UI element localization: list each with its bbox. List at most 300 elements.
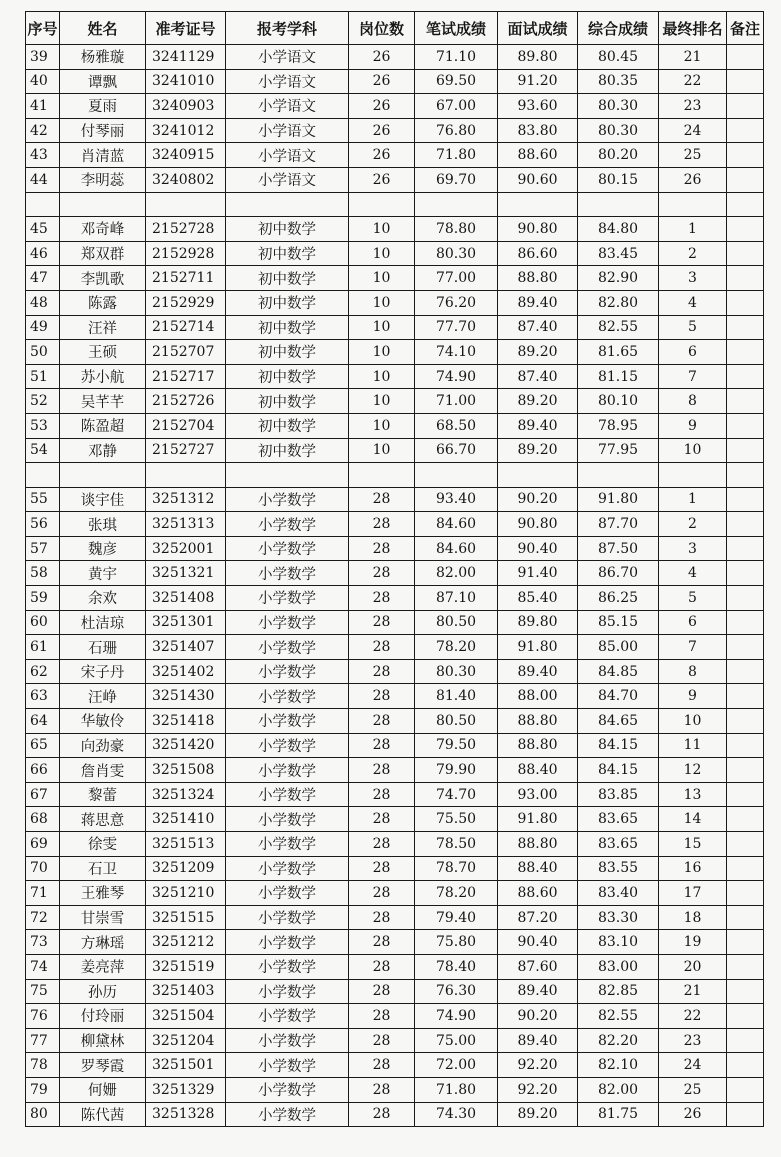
table-cell: 11	[659, 733, 727, 758]
table-row	[26, 561, 764, 586]
table-cell: 28	[349, 561, 415, 586]
table-cell: 87.20	[498, 905, 578, 930]
table-cell: 82.55	[578, 1004, 659, 1029]
table-cell: 小学数学	[226, 856, 349, 881]
empty-cell	[349, 463, 415, 488]
table-cell: 小学数学	[226, 561, 349, 586]
table-cell: 初中数学	[226, 315, 349, 340]
table-cell: 1	[659, 217, 727, 242]
table-row	[26, 290, 764, 315]
table-cell: 3241012	[146, 118, 226, 143]
table-cell: 3251519	[146, 954, 226, 979]
table-cell: 59	[26, 586, 60, 611]
table-cell: 85.00	[578, 635, 659, 660]
table-cell: 3251329	[146, 1077, 226, 1102]
table-cell: 83.65	[578, 807, 659, 832]
table-cell: 71	[26, 881, 60, 906]
table-cell: 25	[659, 1077, 727, 1102]
table-cell: 26	[349, 143, 415, 168]
table-cell: 84.85	[578, 659, 659, 684]
table-cell: 83.55	[578, 856, 659, 881]
table-cell: 3251408	[146, 586, 226, 611]
table-cell: 47	[26, 266, 60, 291]
table-cell: 69.50	[415, 69, 498, 94]
table-cell: 20	[659, 954, 727, 979]
empty-cell	[226, 463, 349, 488]
table-row	[26, 143, 764, 168]
empty-cell	[146, 463, 226, 488]
table-cell: 苏小航	[60, 364, 146, 389]
table-cell: 初中数学	[226, 266, 349, 291]
table-cell: 2152714	[146, 315, 226, 340]
table-cell: 18	[659, 905, 727, 930]
table-cell: 陈盈超	[60, 413, 146, 438]
table-cell	[727, 315, 764, 340]
table-cell: 79.90	[415, 758, 498, 783]
table-cell: 小学数学	[226, 1004, 349, 1029]
table-cell: 86.60	[498, 241, 578, 266]
table-cell: 86.25	[578, 586, 659, 611]
table-cell: 80.30	[578, 118, 659, 143]
table-cell: 78.50	[415, 832, 498, 857]
table-cell: 43	[26, 143, 60, 168]
table-cell	[727, 290, 764, 315]
table-cell: 89.20	[498, 389, 578, 414]
table-body	[26, 45, 764, 1127]
table-cell: 69	[26, 832, 60, 857]
table-cell: 28	[349, 807, 415, 832]
table-cell: 28	[349, 1102, 415, 1127]
table-cell: 李明蕊	[60, 167, 146, 192]
table-cell: 3251504	[146, 1004, 226, 1029]
table-cell	[727, 586, 764, 611]
table-cell	[727, 684, 764, 709]
table-cell	[727, 389, 764, 414]
table-cell: 陈露	[60, 290, 146, 315]
empty-cell	[727, 192, 764, 217]
table-cell: 小学语文	[226, 45, 349, 70]
table-cell: 91.20	[498, 69, 578, 94]
table-cell: 28	[349, 610, 415, 635]
table-cell: 61	[26, 635, 60, 660]
table-cell: 78.20	[415, 881, 498, 906]
table-cell: 87.40	[498, 315, 578, 340]
table-cell	[727, 905, 764, 930]
table-cell: 70	[26, 856, 60, 881]
table-cell: 26	[659, 1102, 727, 1127]
table-cell: 石卫	[60, 856, 146, 881]
table-row	[26, 709, 764, 734]
table-cell: 74.90	[415, 364, 498, 389]
table-cell: 88.40	[498, 758, 578, 783]
table-cell: 77	[26, 1028, 60, 1053]
table-cell: 83.85	[578, 782, 659, 807]
empty-cell	[498, 192, 578, 217]
table-cell: 49	[26, 315, 60, 340]
table-cell: 75.50	[415, 807, 498, 832]
empty-cell	[578, 192, 659, 217]
table-cell: 甘崇雪	[60, 905, 146, 930]
table-cell	[727, 610, 764, 635]
table-cell: 89.40	[498, 659, 578, 684]
table-cell: 28	[349, 512, 415, 537]
table-cell: 吴芊芊	[60, 389, 146, 414]
table-cell	[727, 979, 764, 1004]
table-cell: 28	[349, 979, 415, 1004]
table-cell: 3251501	[146, 1053, 226, 1078]
table-cell	[727, 438, 764, 463]
table-cell	[727, 45, 764, 70]
empty-cell	[727, 463, 764, 488]
table-cell: 28	[349, 930, 415, 955]
table-cell: 75.00	[415, 1028, 498, 1053]
table-cell: 89.40	[498, 979, 578, 1004]
table-cell: 10	[349, 389, 415, 414]
table-cell: 80.50	[415, 709, 498, 734]
table-cell: 84.15	[578, 758, 659, 783]
table-cell: 83.00	[578, 954, 659, 979]
table-cell: 10	[349, 438, 415, 463]
table-cell: 小学数学	[226, 807, 349, 832]
table-cell: 23	[659, 94, 727, 119]
table-cell: 82.80	[578, 290, 659, 315]
table-cell: 3251313	[146, 512, 226, 537]
table-cell: 15	[659, 832, 727, 857]
table-cell	[727, 143, 764, 168]
table-cell: 夏雨	[60, 94, 146, 119]
table-cell: 84.15	[578, 733, 659, 758]
table-cell: 66	[26, 758, 60, 783]
table-cell: 92.20	[498, 1077, 578, 1102]
table-cell: 63	[26, 684, 60, 709]
table-cell: 3251430	[146, 684, 226, 709]
table-cell: 26	[349, 69, 415, 94]
table-row	[26, 413, 764, 438]
table-cell: 88.00	[498, 684, 578, 709]
table-cell: 28	[349, 954, 415, 979]
table-cell: 小学数学	[226, 1102, 349, 1127]
table-cell: 初中数学	[226, 340, 349, 365]
empty-cell	[60, 192, 146, 217]
table-cell: 81.15	[578, 364, 659, 389]
table-cell: 小学数学	[226, 733, 349, 758]
table-cell: 82.00	[415, 561, 498, 586]
table-row	[26, 438, 764, 463]
table-cell: 3	[659, 266, 727, 291]
table-cell: 24	[659, 1053, 727, 1078]
table-cell: 93.40	[415, 487, 498, 512]
table-row	[26, 979, 764, 1004]
table-cell: 67.00	[415, 94, 498, 119]
table-cell: 76	[26, 1004, 60, 1029]
table-cell: 91.80	[578, 487, 659, 512]
table-cell: 84.60	[415, 536, 498, 561]
table-cell: 74.70	[415, 782, 498, 807]
table-cell: 王雅琴	[60, 881, 146, 906]
table-cell: 90.20	[498, 487, 578, 512]
table-cell: 小学数学	[226, 610, 349, 635]
table-cell: 88.80	[498, 832, 578, 857]
empty-cell	[26, 192, 60, 217]
table-cell	[727, 832, 764, 857]
table-cell: 22	[659, 1004, 727, 1029]
table-cell: 3240903	[146, 94, 226, 119]
table-cell: 宋子丹	[60, 659, 146, 684]
table-cell: 6	[659, 340, 727, 365]
table-cell: 89.40	[498, 290, 578, 315]
table-cell: 28	[349, 536, 415, 561]
table-row	[26, 536, 764, 561]
empty-cell	[578, 463, 659, 488]
table-cell	[727, 69, 764, 94]
table-cell: 28	[349, 586, 415, 611]
group-separator-row	[26, 463, 764, 488]
table-cell: 78.80	[415, 217, 498, 242]
table-cell: 4	[659, 290, 727, 315]
table-cell: 74	[26, 954, 60, 979]
table-cell: 88.80	[498, 709, 578, 734]
empty-cell	[415, 192, 498, 217]
table-cell: 小学数学	[226, 586, 349, 611]
table-cell: 2152704	[146, 413, 226, 438]
table-cell: 84.60	[415, 512, 498, 537]
table-row	[26, 487, 764, 512]
table-cell: 小学数学	[226, 659, 349, 684]
table-cell: 90.60	[498, 167, 578, 192]
table-cell: 91.80	[498, 807, 578, 832]
table-cell: 89.40	[498, 1028, 578, 1053]
table-cell: 小学数学	[226, 536, 349, 561]
table-cell: 3240915	[146, 143, 226, 168]
table-cell: 82.20	[578, 1028, 659, 1053]
table-cell: 80.45	[578, 45, 659, 70]
table-row	[26, 782, 764, 807]
table-cell: 71.10	[415, 45, 498, 70]
header-row	[26, 12, 764, 45]
table-cell: 79.40	[415, 905, 498, 930]
table-cell: 82.90	[578, 266, 659, 291]
table-cell	[727, 807, 764, 832]
table-cell: 88.60	[498, 143, 578, 168]
table-cell: 55	[26, 487, 60, 512]
table-cell: 6	[659, 610, 727, 635]
table-cell: 3251301	[146, 610, 226, 635]
table-row	[26, 930, 764, 955]
table-cell: 28	[349, 1077, 415, 1102]
table-row	[26, 856, 764, 881]
table-cell: 张琪	[60, 512, 146, 537]
empty-cell	[659, 192, 727, 217]
table-cell: 79	[26, 1077, 60, 1102]
table-cell: 76.30	[415, 979, 498, 1004]
table-cell: 86.70	[578, 561, 659, 586]
table-cell: 3241010	[146, 69, 226, 94]
table-cell: 78.70	[415, 856, 498, 881]
table-row	[26, 167, 764, 192]
table-cell: 80.35	[578, 69, 659, 94]
table-cell: 初中数学	[226, 217, 349, 242]
table-cell: 88.80	[498, 266, 578, 291]
table-row	[26, 954, 764, 979]
empty-cell	[415, 463, 498, 488]
table-row	[26, 364, 764, 389]
table-row	[26, 635, 764, 660]
table-cell: 74.10	[415, 340, 498, 365]
table-cell: 84.65	[578, 709, 659, 734]
table-cell: 小学数学	[226, 709, 349, 734]
header-cell: 面试成绩	[498, 12, 578, 45]
table-row	[26, 315, 764, 340]
table-cell	[727, 782, 764, 807]
table-cell: 19	[659, 930, 727, 955]
table-cell: 87.10	[415, 586, 498, 611]
table-cell: 84.70	[578, 684, 659, 709]
table-cell: 88.60	[498, 881, 578, 906]
table-cell: 3	[659, 536, 727, 561]
table-cell: 26	[349, 118, 415, 143]
table-cell: 17	[659, 881, 727, 906]
empty-cell	[226, 192, 349, 217]
table-row	[26, 905, 764, 930]
table-cell: 3240802	[146, 167, 226, 192]
table-cell: 12	[659, 758, 727, 783]
table-cell	[727, 487, 764, 512]
table-cell: 付玲丽	[60, 1004, 146, 1029]
table-cell: 82.10	[578, 1053, 659, 1078]
table-cell: 初中数学	[226, 241, 349, 266]
table-cell: 90.80	[498, 217, 578, 242]
table-cell: 91.40	[498, 561, 578, 586]
table-cell: 84.80	[578, 217, 659, 242]
table-cell: 3251324	[146, 782, 226, 807]
table-cell: 80.50	[415, 610, 498, 635]
table-cell: 71.00	[415, 389, 498, 414]
table-row	[26, 241, 764, 266]
table-cell: 68.50	[415, 413, 498, 438]
table-cell	[727, 954, 764, 979]
table-cell: 26	[349, 45, 415, 70]
table-cell	[727, 1077, 764, 1102]
table-cell: 汪祥	[60, 315, 146, 340]
table-cell: 83.80	[498, 118, 578, 143]
table-cell	[727, 512, 764, 537]
table-cell: 小学数学	[226, 487, 349, 512]
table-cell: 徐雯	[60, 832, 146, 857]
table-cell: 肖清蓝	[60, 143, 146, 168]
table-cell: 2152711	[146, 266, 226, 291]
table-cell: 42	[26, 118, 60, 143]
table-cell: 89.80	[498, 45, 578, 70]
table-cell: 2152726	[146, 389, 226, 414]
table-cell: 78.95	[578, 413, 659, 438]
table-cell: 3251312	[146, 487, 226, 512]
table-cell: 69.70	[415, 167, 498, 192]
table-cell	[727, 561, 764, 586]
table-cell: 64	[26, 709, 60, 734]
table-cell: 89.20	[498, 1102, 578, 1127]
table-cell: 85.15	[578, 610, 659, 635]
header-cell: 综合成绩	[578, 12, 659, 45]
table-row	[26, 1053, 764, 1078]
table-cell: 蒋思意	[60, 807, 146, 832]
table-cell: 79.50	[415, 733, 498, 758]
table-cell: 柳黛林	[60, 1028, 146, 1053]
table-cell: 汪峥	[60, 684, 146, 709]
table-cell: 3251515	[146, 905, 226, 930]
table-cell: 90.80	[498, 512, 578, 537]
table-cell: 22	[659, 69, 727, 94]
table-row	[26, 733, 764, 758]
table-cell: 57	[26, 536, 60, 561]
table-cell: 28	[349, 832, 415, 857]
table-cell: 10	[349, 241, 415, 266]
table-cell: 58	[26, 561, 60, 586]
table-cell: 78	[26, 1053, 60, 1078]
table-cell: 4	[659, 561, 727, 586]
empty-cell	[659, 463, 727, 488]
table-cell: 3241129	[146, 45, 226, 70]
table-cell: 10	[349, 364, 415, 389]
table-cell: 85.40	[498, 586, 578, 611]
table-row	[26, 118, 764, 143]
table-cell: 3251210	[146, 881, 226, 906]
table-cell: 82.85	[578, 979, 659, 1004]
table-row	[26, 45, 764, 70]
table-cell: 10	[349, 340, 415, 365]
table-cell: 2152928	[146, 241, 226, 266]
table-cell: 10	[349, 217, 415, 242]
table-cell: 26	[659, 167, 727, 192]
empty-cell	[349, 192, 415, 217]
table-cell: 80.30	[415, 241, 498, 266]
table-cell: 杨雅璇	[60, 45, 146, 70]
table-cell	[727, 856, 764, 881]
table-cell: 77.70	[415, 315, 498, 340]
table-cell: 小学数学	[226, 782, 349, 807]
table-cell: 81.40	[415, 684, 498, 709]
table-cell: 62	[26, 659, 60, 684]
table-cell: 51	[26, 364, 60, 389]
table-cell: 83.30	[578, 905, 659, 930]
table-cell: 50	[26, 340, 60, 365]
table-row	[26, 1004, 764, 1029]
table-cell: 8	[659, 659, 727, 684]
table-cell	[727, 167, 764, 192]
table-cell: 75.80	[415, 930, 498, 955]
table-cell: 2	[659, 241, 727, 266]
header-cell: 笔试成绩	[415, 12, 498, 45]
table-cell: 28	[349, 635, 415, 660]
table-cell: 28	[349, 881, 415, 906]
table-cell: 28	[349, 709, 415, 734]
table-cell: 83.40	[578, 881, 659, 906]
table-cell: 初中数学	[226, 290, 349, 315]
table-cell: 3251410	[146, 807, 226, 832]
table-cell: 28	[349, 905, 415, 930]
table-cell: 初中数学	[226, 413, 349, 438]
table-row	[26, 389, 764, 414]
table-cell: 小学数学	[226, 1053, 349, 1078]
table-cell: 2152717	[146, 364, 226, 389]
table-row	[26, 69, 764, 94]
table-cell: 56	[26, 512, 60, 537]
table-cell: 76.80	[415, 118, 498, 143]
table-cell: 81.65	[578, 340, 659, 365]
table-cell: 67	[26, 782, 60, 807]
table-row	[26, 758, 764, 783]
table-cell: 李凯歌	[60, 266, 146, 291]
table-cell: 88.80	[498, 733, 578, 758]
